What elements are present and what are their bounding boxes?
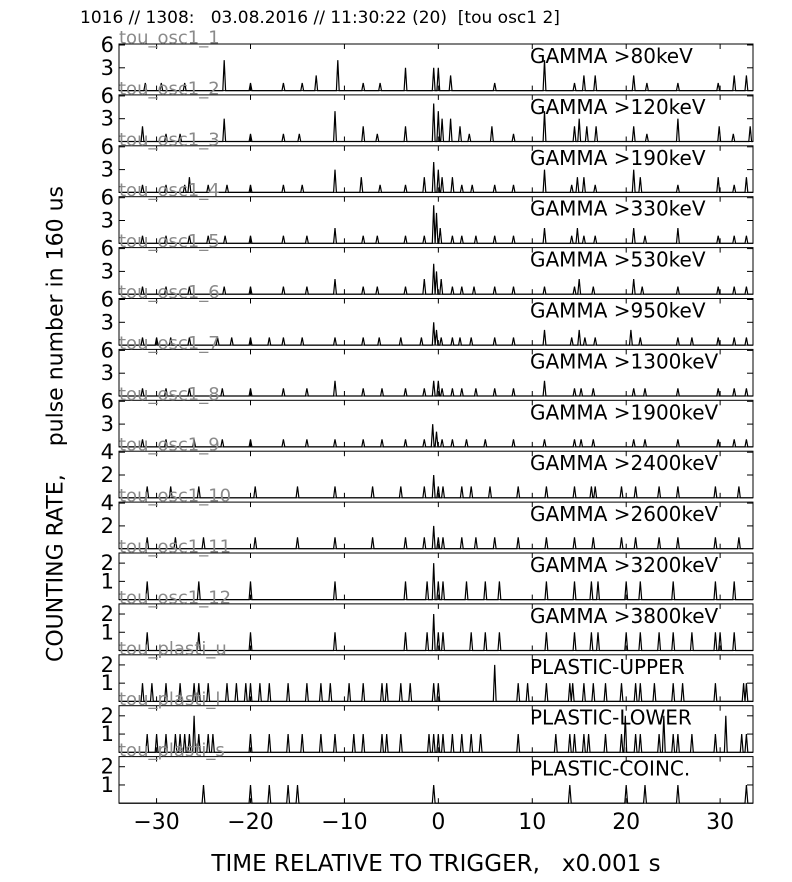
channel-name: tou_osc1_9 [119, 434, 220, 456]
y-tick-label: 2 [100, 652, 114, 677]
y-tick-label: 2 [100, 703, 114, 728]
x-tick-label: −30 [133, 810, 180, 836]
x-tick-label: 10 [518, 810, 547, 836]
panel-label: GAMMA >530keV [530, 247, 706, 272]
channel-name: tou_osc1_6 [119, 282, 220, 303]
y-tick-label: 2 [100, 602, 114, 627]
channel-name: tou_osc1_5 [119, 231, 220, 253]
y-tick-label: 6 [100, 389, 114, 414]
y-tick-label: 3 [100, 55, 114, 80]
channel-name: tou_osc1_4 [119, 180, 220, 202]
panel-label: GAMMA >950keV [530, 298, 706, 323]
y-tick-label: 1 [100, 722, 114, 747]
panel-label: PLASTIC-LOWER [530, 705, 692, 730]
panel-label: GAMMA >2400keV [530, 451, 719, 476]
x-axis-label: TIME RELATIVE TO TRIGGER, x0.001 s [211, 851, 661, 877]
panel-label: PLASTIC-COINC. [530, 756, 691, 781]
y-tick-label: 3 [100, 412, 114, 437]
panel-label: GAMMA >1300keV [530, 349, 719, 374]
y-tick-label: 2 [100, 551, 114, 576]
panel-label: GAMMA >190keV [530, 145, 706, 170]
panel-label: GAMMA >120keV [530, 94, 706, 119]
y-axis-label: COUNTING RATE, pulse number in 160 us [43, 185, 69, 663]
channel-name: tou_osc1_2 [119, 78, 220, 100]
channel-name: tou_osc1_3 [119, 129, 220, 151]
y-tick-label: 6 [100, 33, 114, 57]
channel-name: tou_osc1_1 [119, 27, 220, 49]
channel-name: tou_plasti_s [119, 740, 225, 762]
channel-name: tou_osc1_11 [119, 536, 232, 558]
y-tick-label: 6 [100, 287, 114, 312]
x-tick-label: 20 [612, 810, 641, 836]
channel-name: tou_osc1_12 [119, 587, 232, 609]
y-tick-label: 6 [100, 185, 114, 210]
x-tick-label: −20 [227, 810, 274, 836]
channel-name: tou_osc1_10 [119, 485, 232, 507]
panel-label: GAMMA >330keV [530, 196, 706, 221]
y-tick-label: 2 [100, 463, 114, 487]
channel-name: tou_osc1_7 [119, 332, 220, 354]
panel-label: GAMMA >2600keV [530, 502, 719, 527]
channel-name: tou_plasti_l [119, 689, 221, 711]
panel-tou_plasti_s [101, 740, 753, 803]
panel-label: GAMMA >3200keV [530, 553, 719, 577]
y-tick-label: 4 [100, 440, 114, 465]
y-tick-label: 6 [100, 134, 114, 159]
y-tick-label: 6 [100, 83, 114, 108]
series-line [119, 785, 753, 803]
y-tick-label: 1 [100, 671, 114, 696]
y-tick-label: 3 [100, 361, 114, 386]
panel-label: GAMMA >80keV [530, 44, 693, 68]
panel-label: GAMMA >1900keV [530, 400, 719, 425]
x-tick-label: 30 [706, 810, 735, 836]
panel-label: PLASTIC-UPPER [530, 654, 685, 679]
channel-name: tou_plasti_u [119, 638, 227, 660]
y-tick-label: 1 [100, 772, 114, 797]
y-tick-label: 3 [100, 310, 114, 335]
y-tick-label: 3 [100, 208, 114, 233]
x-tick-label: 0 [431, 810, 446, 836]
y-tick-label: 1 [100, 569, 114, 594]
y-tick-label: 1 [100, 620, 114, 645]
y-tick-label: 6 [100, 338, 114, 363]
y-tick-label: 3 [100, 106, 114, 131]
y-tick-label: 4 [100, 491, 114, 516]
y-tick-label: 6 [100, 236, 114, 261]
channel-name: tou_osc1_8 [119, 383, 220, 405]
y-tick-label: 3 [100, 259, 114, 284]
y-tick-label: 3 [100, 157, 114, 182]
chart-header: 1016 // 1308: 03.08.2016 // 11:30:22 (20) [tou osc1 2] [80, 8, 560, 28]
x-tick-label: −10 [321, 810, 368, 836]
panel-label: GAMMA >3800keV [530, 603, 719, 628]
y-tick-label: 2 [100, 513, 114, 538]
y-tick-label: 2 [100, 754, 114, 779]
